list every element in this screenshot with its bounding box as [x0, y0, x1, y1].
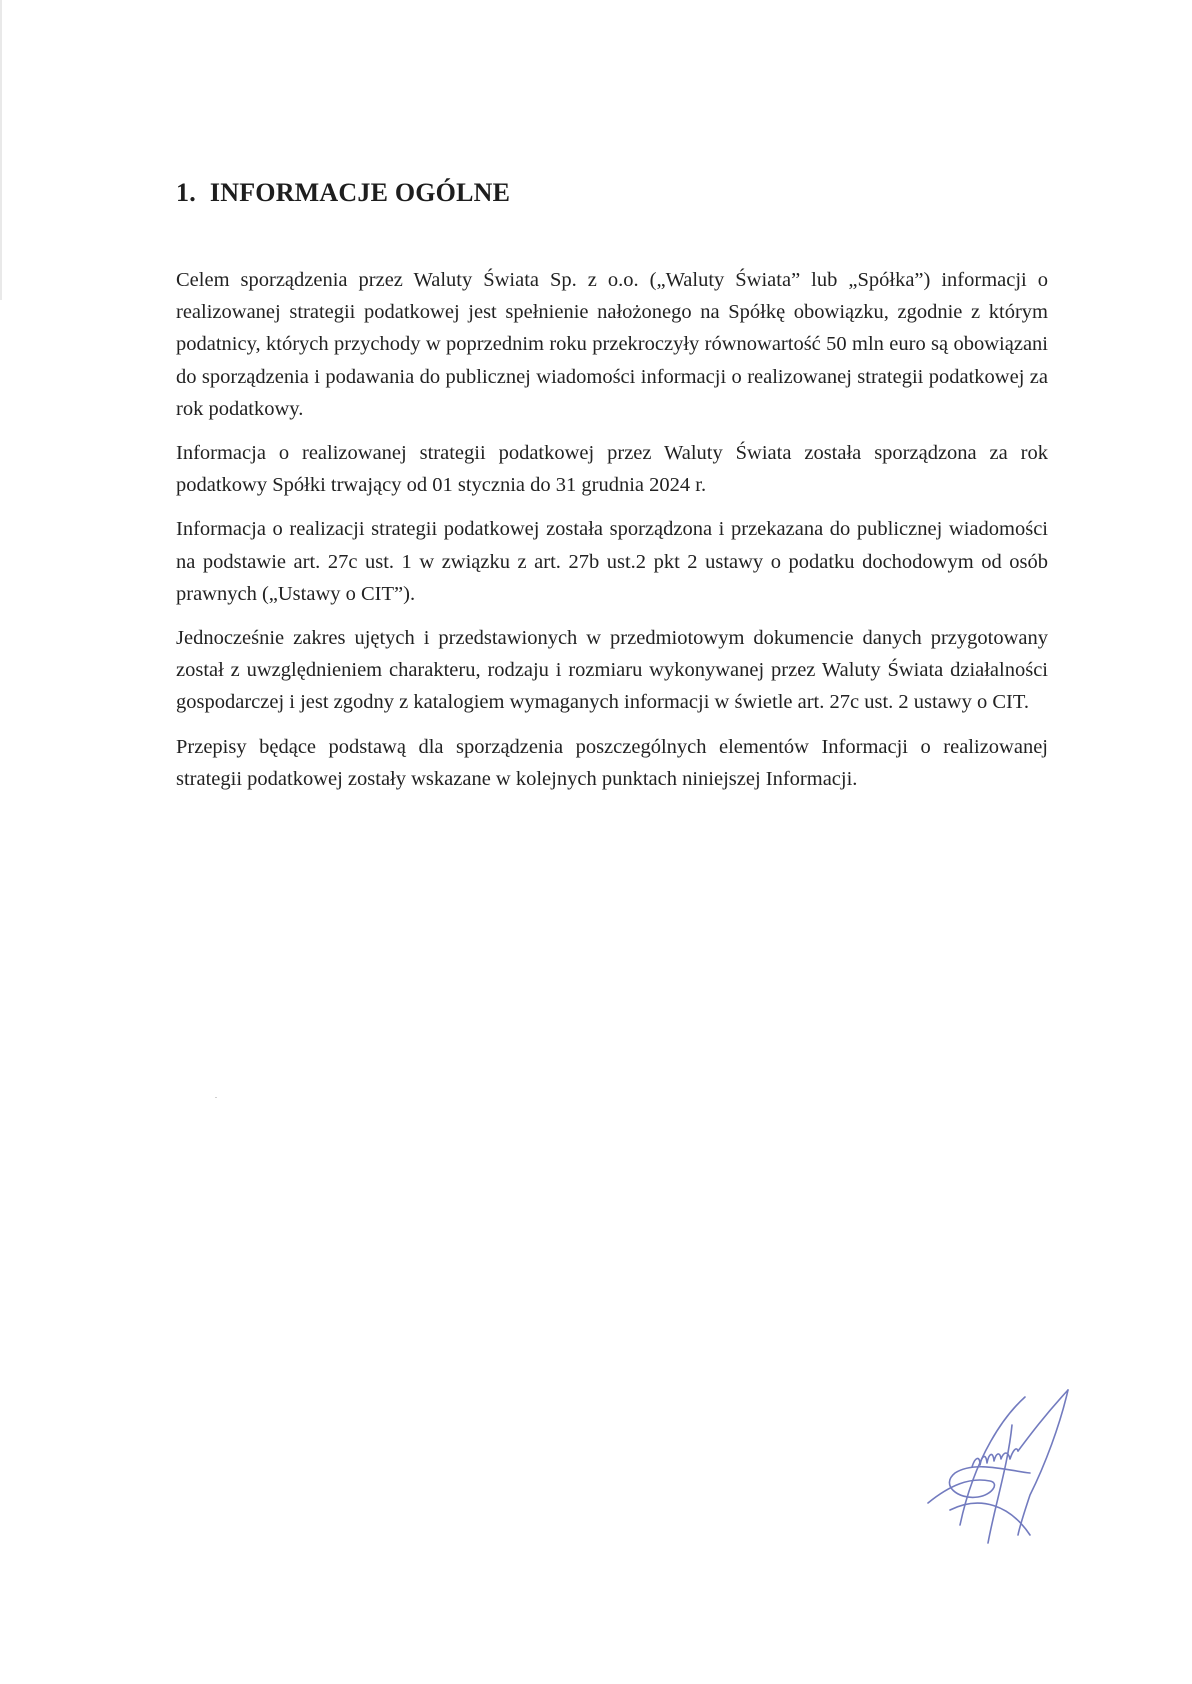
paragraph-provisions: Przepisy będące podstawą dla sporządzenia poszczególnych elementów Informacji o realizowanej strategii podatkowej zostały wskazane w kolejnych punktach niniejszej Informacji. [176, 735, 1048, 790]
document-body [176, 264, 1048, 807]
section-title: INFORMACJE OGÓLNE [209, 178, 511, 207]
paragraph-legal-basis: Informacja o realizacji strategii podatkowej została sporządzona i przekazana do publicznej wiadomości na podstawie art. 27c ust. 1 w związku z art. 27b ust.2 pkt 2 ustawy o podatku dochodowym od osób prawnych („Ustawy o CIT”). [176, 518, 1048, 605]
section-heading [176, 178, 510, 208]
scan-edge [0, 0, 2, 300]
section-number: 1. [176, 178, 196, 207]
paragraph-purpose: Celem sporządzenia przez Waluty Świata Sp. z o.o. („Waluty Świata” lub „Spółka”) informacji o realizowanej strategii podatkowej jest spełnienie nałożonego na Spółkę obowiązku, zgodnie z którym podatnicy, których przychody w poprzednim roku przekroczyły równowartość 50 mln euro są obowiązani do sporządzenia i podawania do publicznej wiadomości informacji o realizowanej strategii podatkowej za rok podatkowy. [176, 269, 1048, 420]
scan-speck [215, 1097, 217, 1098]
handwritten-signature [920, 1385, 1085, 1550]
paragraph-scope: Jednocześnie zakres ujętych i przedstawionych w przedmiotowym dokumencie danych przygotowany został z uwzględnieniem charakteru, rodzaju i rozmiaru wykonywanej przez Waluty Świata działalności gospodarczej i jest zgodny z katalogiem wymaganych informacji w świetle art. 27c ust. 2 ustawy o CIT. [176, 627, 1048, 714]
paragraph-tax-year: Informacja o realizowanej strategii podatkowej przez Waluty Świata została sporządzona za rok podatkowy Spółki trwający od 01 stycznia do 31 grudnia 2024 r. [176, 442, 1048, 497]
